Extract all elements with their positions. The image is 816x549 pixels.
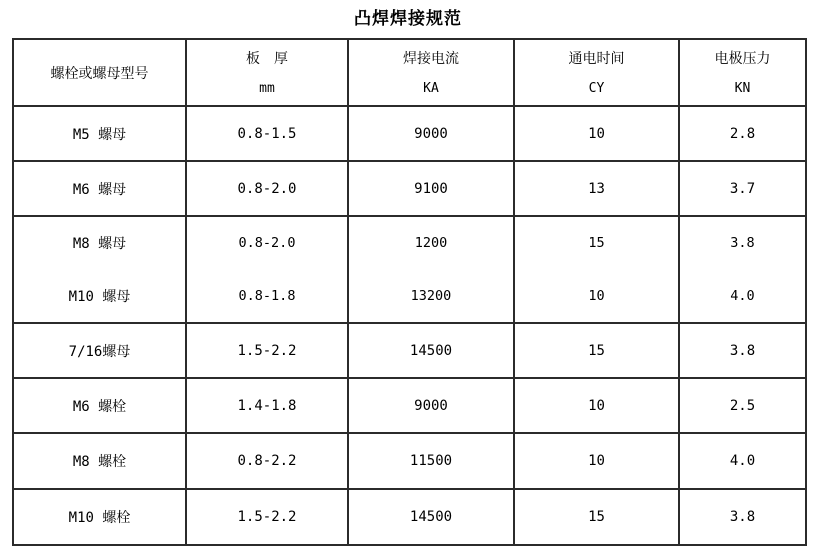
- cell-model: [13, 216, 186, 323]
- welding-spec-table: [12, 38, 807, 546]
- col-header-thickness-label: 板 厚: [246, 51, 288, 67]
- cell-model-line: M10 螺母: [68, 288, 131, 305]
- cell-current: 9000: [348, 106, 514, 161]
- table-row: [13, 106, 806, 161]
- cell-model: 7/16螺母: [13, 323, 186, 378]
- cell-thickness: [186, 216, 348, 323]
- cell-model: M5 螺母: [13, 106, 186, 161]
- cell-pressure: 3.8: [679, 489, 806, 545]
- table-row: [13, 489, 806, 545]
- table-row: [13, 161, 806, 216]
- table-row: [13, 433, 806, 489]
- cell-current: 14500: [348, 323, 514, 378]
- cell-thickness-line: 0.8-1.8: [238, 287, 296, 304]
- cell-current-line: 1200: [414, 235, 448, 252]
- cell-time: 10: [514, 433, 679, 489]
- col-header-time-label: 通电时间: [568, 51, 625, 67]
- cell-pressure: [679, 216, 806, 323]
- cell-thickness: 0.8-2.0: [186, 161, 348, 216]
- col-header-time: [514, 39, 679, 106]
- cell-current: 14500: [348, 489, 514, 545]
- cell-model: M10 螺栓: [13, 489, 186, 545]
- cell-pressure-line: 3.8: [730, 235, 755, 252]
- cell-thickness: 1.4-1.8: [186, 378, 348, 433]
- cell-pressure: 3.7: [679, 161, 806, 216]
- cell-time: 15: [514, 489, 679, 545]
- col-header-pressure-unit: KN: [734, 81, 751, 96]
- cell-time-line: 10: [588, 287, 605, 304]
- col-header-model-label: 螺栓或螺母型号: [50, 65, 149, 82]
- col-header-pressure: [679, 39, 806, 106]
- cell-thickness: 0.8-1.5: [186, 106, 348, 161]
- cell-current-line: 13200: [410, 287, 452, 304]
- cell-thickness: 1.5-2.2: [186, 489, 348, 545]
- col-header-current-unit: KA: [423, 81, 439, 96]
- col-header-model: [13, 39, 186, 106]
- header-row: [13, 39, 806, 106]
- col-header-current: [348, 39, 514, 106]
- col-header-pressure-label: 电极压力: [714, 51, 771, 67]
- cell-pressure: 4.0: [679, 433, 806, 489]
- cell-time-line: 15: [588, 235, 605, 252]
- cell-model: M8 螺栓: [13, 433, 186, 489]
- table-row: [13, 378, 806, 433]
- cell-pressure-line: 4.0: [730, 287, 755, 304]
- cell-thickness: 1.5-2.2: [186, 323, 348, 378]
- cell-model-line: M8 螺母: [72, 236, 127, 253]
- cell-thickness: 0.8-2.2: [186, 433, 348, 489]
- cell-current: 11500: [348, 433, 514, 489]
- cell-time: 13: [514, 161, 679, 216]
- cell-time: 10: [514, 106, 679, 161]
- page-title: 凸焊焊接规范: [354, 9, 462, 29]
- cell-pressure: 2.5: [679, 378, 806, 433]
- cell-time: 15: [514, 323, 679, 378]
- table-row-group: [13, 216, 806, 323]
- cell-current: 9100: [348, 161, 514, 216]
- cell-pressure: 2.8: [679, 106, 806, 161]
- col-header-thickness: [186, 39, 348, 106]
- cell-current: 9000: [348, 378, 514, 433]
- cell-model: M6 螺栓: [13, 378, 186, 433]
- cell-model: M6 螺母: [13, 161, 186, 216]
- col-header-thickness-unit: mm: [259, 81, 275, 96]
- col-header-time-unit: CY: [588, 81, 605, 96]
- cell-time: [514, 216, 679, 323]
- cell-pressure: 3.8: [679, 323, 806, 378]
- cell-current: [348, 216, 514, 323]
- col-header-current-label: 焊接电流: [403, 51, 459, 67]
- cell-time: 10: [514, 378, 679, 433]
- cell-thickness-line: 0.8-2.0: [238, 235, 296, 252]
- table-row: [13, 323, 806, 378]
